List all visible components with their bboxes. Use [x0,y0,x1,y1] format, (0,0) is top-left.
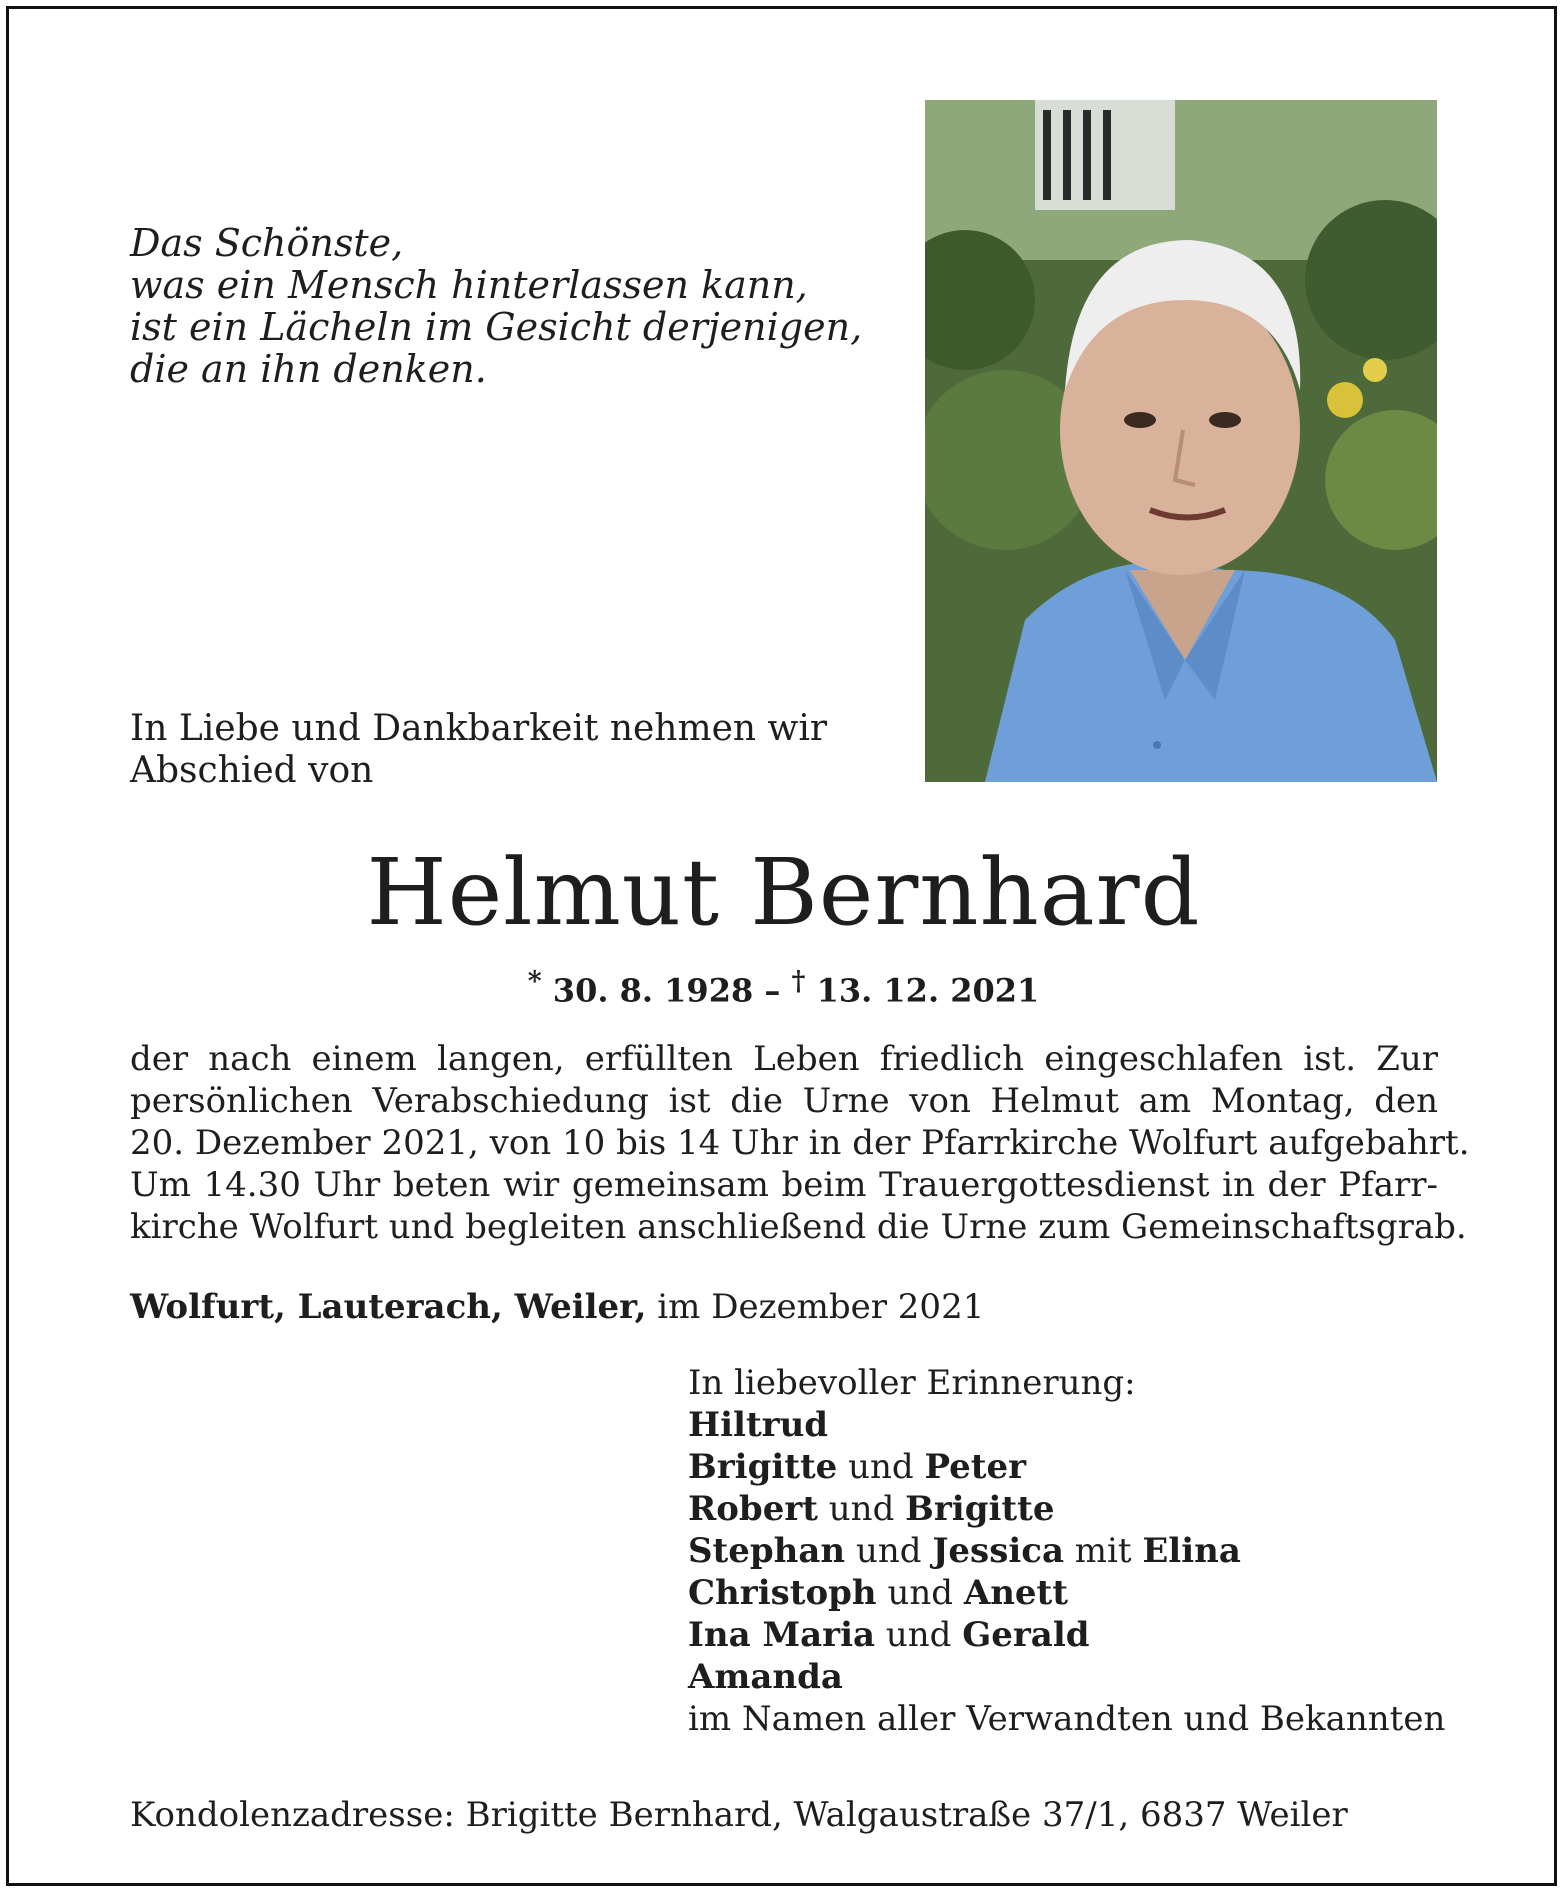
family-heading: In liebevoller Erinnerung: [688,1363,1136,1403]
family-conjunction: und [887,1573,954,1613]
quote-line: die an ihn denken. [130,347,487,391]
quote-line: ist ein Lächeln im Gesicht derjenigen, [130,305,863,349]
death-date: 13. 12. 2021 [816,971,1040,1010]
family-name: Anett [963,1573,1068,1613]
death-cross-icon: † [791,966,806,997]
family-line [688,1572,1445,1614]
announcement-line: der nach einem langen, erfüllten Leben friedlich eingeschlafen ist. Zur [130,1039,1438,1079]
family-line [688,1404,1445,1446]
family-line [688,1614,1445,1656]
family-name: Amanda [688,1657,843,1697]
family-name: Hiltrud [688,1405,829,1445]
portrait-photo [925,100,1437,782]
life-dates [0,962,1567,1011]
family-line [688,1446,1445,1488]
family-closing: im Namen aller Verwandten und Bekannten [688,1699,1446,1739]
family-name: Brigitte [688,1447,838,1487]
birth-date: 30. 8. 1928 [552,971,754,1010]
quote-line: was ein Mensch hinterlassen kann, [130,263,808,307]
family-name: Gerald [962,1615,1090,1655]
memorial-quote [130,222,862,390]
deceased-name: Helmut Bernhard [366,839,1201,946]
family-conjunction: und [885,1615,952,1655]
family-name: Jessica [932,1531,1064,1571]
announcement-line: persönlichen Verabschiedung ist die Urne von Helmut am Montag, den [130,1081,1438,1121]
announcement-line: Um 14.30 Uhr beten wir gemeinsam beim Trauergottesdienst in der Pfarr- [130,1165,1438,1205]
family-name: Elina [1142,1531,1241,1571]
family-name: Stephan [688,1531,846,1571]
intro-line: In Liebe und Dankbarkeit nehmen wir [130,708,828,749]
family-name: Ina Maria [688,1615,876,1655]
family-name: Robert [688,1489,818,1529]
intro-line: Abschied von [130,750,374,791]
quote-line: Das Schönste, [130,221,404,265]
family-name: Christoph [688,1573,877,1613]
family-name: Peter [924,1447,1027,1487]
portrait-illustration [925,100,1437,782]
family-conjunction: und [828,1489,895,1529]
announcement-line: kirche Wolfurt und begleiten anschließend die Urne zum Gemeinschaftsgrab. [130,1207,1467,1247]
family-conjunction: und [855,1531,922,1571]
family-conjunction: mit [1074,1531,1132,1571]
family-line [688,1656,1445,1698]
place-date: im Dezember 2021 [657,1287,985,1327]
birth-star-icon: * [527,966,542,997]
family-line [688,1488,1445,1530]
family-name: Brigitte [905,1489,1055,1529]
announcement-line: 20. Dezember 2021, von 10 bis 14 Uhr in der Pfarrkirche Wolfurt aufgebahrt. [130,1123,1470,1163]
announcement-text [130,1038,1470,1248]
family-line [688,1530,1445,1572]
family-conjunction: und [848,1447,914,1487]
place-date-line [130,1286,984,1328]
family-list [688,1362,1445,1740]
date-separator: – [764,971,781,1010]
intro-text [130,708,827,792]
place-towns: Wolfurt, Lauterach, Weiler, [130,1287,647,1327]
condolence-address: Kondolenzadresse: Brigitte Bernhard, Walgaustraße 37/1, 6837 Weiler [130,1795,1348,1835]
